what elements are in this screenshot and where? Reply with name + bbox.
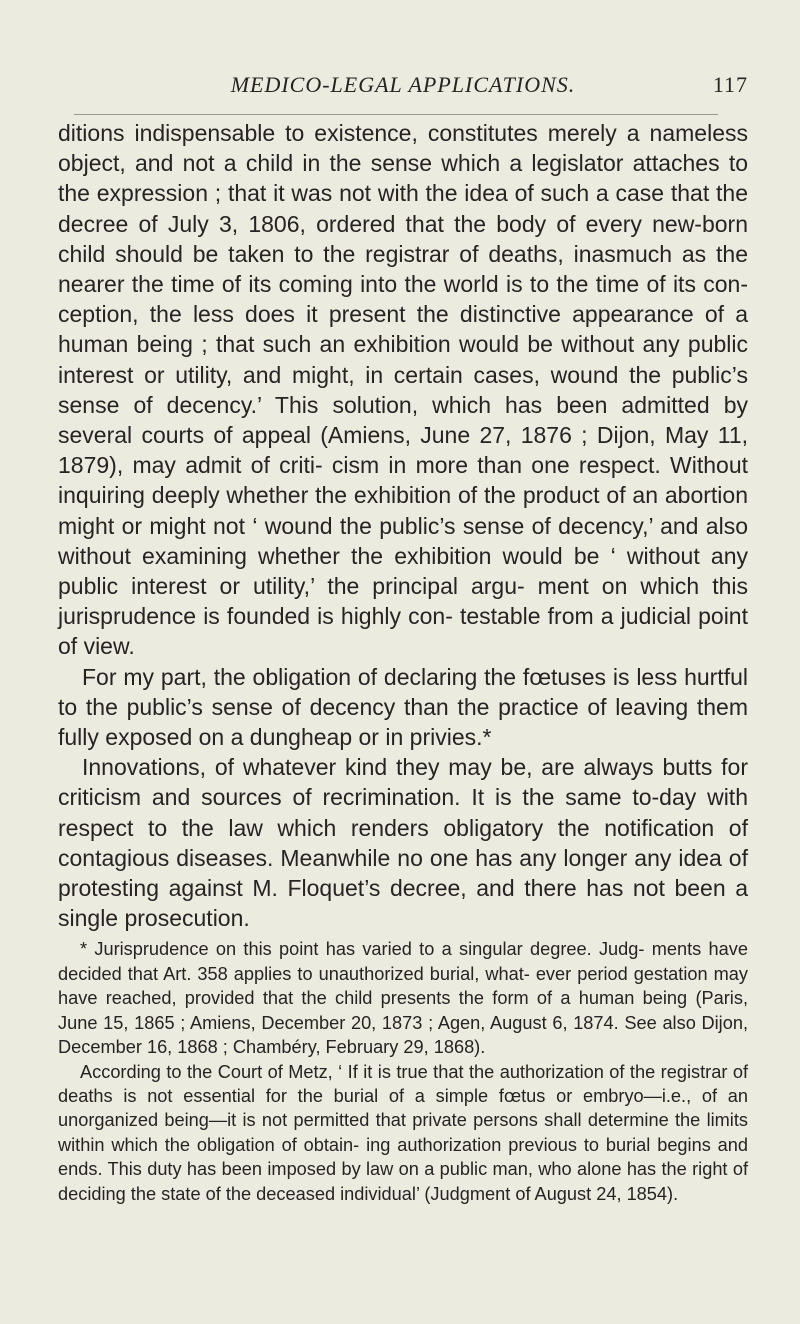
header-rule [74,114,718,115]
paragraph: ditions indispensable to existence, constitutes merely a nameless object, and not a child in the sense which a legislator attaches to the expression ; that it was not with the idea of such a case that the decree of July 3, 1806, ordered that the body of every new-born child should be taken to the registrar of deaths, inasmuch as the nearer the time of its coming into the world is to the time of its con- ception, the less does it present the distinctive appearance of a human being ; that such an exhibition would be without any public interest or utility, and might, in certain cases, wound the public’s sense of decency.’ This solution, which has been admitted by several courts of appeal (Amiens, June 27, 1876 ; Dijon, May 11, 1879), may admit of criti- cism in more than one respect. Without inquiring deeply whether the exhibition of the product of an abortion might or might not ‘ wound the public’s sense of decency,’ and also without examining whether the exhibition would be ‘ without any public interest or utility,’ the principal argu- ment on which this jurisprudence is founded is highly con- testable from a judicial point of view. [58,120,748,660]
body-text [58,118,748,933]
running-head [58,66,748,110]
footnote: * Jurisprudence on this point has varied to a singular degree. Judg- ments have decided that Art. 358 applies to unauthorized burial, what- ever period gestation may have reached, provided that the child presents the form of a human being (Paris, June 15, 1865 ; Amiens, December 20, 1873 ; Agen, August 6, 1874. See also Dijon, December 16, 1868 ; Chambéry, February 29, 1868). [58,939,748,1058]
footnotes [58,937,748,1205]
paragraph: Innovations, of whatever kind they may be, are always butts for criticism and sources of recrimination. It is the same to-day with respect to the law which renders obligatory the notification of contagious diseases. Meanwhile no one has any longer any idea of protesting against M. Floquet’s decree, and there has not been a single prosecution. [58,754,748,932]
book-page [58,66,748,1206]
running-title: MEDICO-LEGAL APPLICATIONS. [230,72,576,97]
footnote: According to the Court of Metz, ‘ If it is true that the authorization of the registrar of deaths is not essential for the burial of a simple fœtus or embryo—i.e., of an unorganized being—it is not permitted that private persons shall determine the limits within which the obligation of obtain- ing authorization previous to burial begins and ends. This duty has been imposed by law on a public man, who alone has the right of deciding the state of the deceased individual’ (Judgment of August 24, 1854). [58,1061,748,1204]
paragraph: For my part, the obligation of declaring the fœtuses is less hurtful to the public’s sense of decency than the practice of leaving them fully exposed on a dungheap or in privies.* [58,663,748,751]
page-number: 117 [712,72,748,97]
